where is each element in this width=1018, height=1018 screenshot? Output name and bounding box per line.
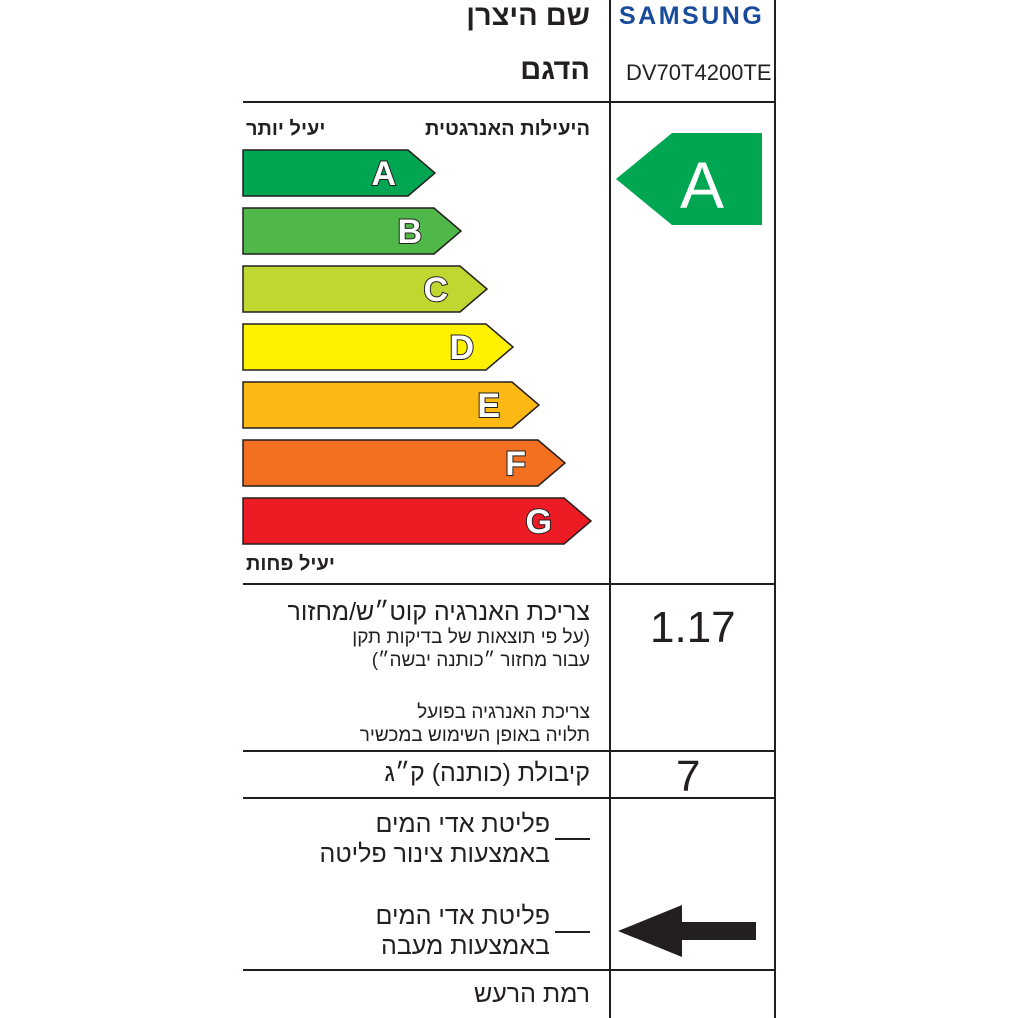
water-option1-line1: פליטת אדי המים xyxy=(375,810,550,838)
water-option2-line1: פליטת אדי המים xyxy=(375,902,550,930)
energy-rating-indicator xyxy=(612,120,772,240)
rating-letter: A xyxy=(679,148,725,222)
noise-label: רמת הרעש xyxy=(473,980,590,1008)
model-value: DV70T4200TE xyxy=(626,60,772,85)
capacity-label: קיבולת (כותנה) ק״ג xyxy=(384,759,590,787)
energy-class-g-letter: G xyxy=(525,503,552,541)
consumption-note-line1: (על פי תוצאות של בדיקות תקן xyxy=(352,627,590,648)
consumption-note-line2: עבור מחזור ״כותנה יבשה״) xyxy=(371,650,590,671)
consumption-value: 1.17 xyxy=(650,603,736,652)
manufacturer-label: שם היצרן xyxy=(466,0,590,32)
actual-consumption-line1: צריכת האנרגיה בפועל xyxy=(417,702,590,723)
water-option2-checkbox-line xyxy=(555,931,590,933)
energy-class-f-letter: F xyxy=(505,445,526,483)
energy-class-e-arrow xyxy=(243,382,539,428)
energy-class-d-arrow xyxy=(243,324,513,370)
energy-scale xyxy=(0,0,620,585)
energy-class-b-arrow xyxy=(243,208,461,254)
energy-efficiency-title: היעילות האנרגטית xyxy=(425,118,590,140)
model-label: הדגם xyxy=(520,54,590,86)
energy-class-d-letter: D xyxy=(449,329,474,367)
water-option2-line2: באמצעות מעבה xyxy=(381,932,550,960)
energy-class-c-arrow xyxy=(243,266,487,312)
consumption-label: צריכת האנרגיה קוט״ש/מחזור xyxy=(287,598,590,626)
actual-consumption-line2: תלויה באופן השימוש במכשיר xyxy=(359,725,590,746)
energy-class-c-letter: C xyxy=(423,271,448,309)
energy-class-f-arrow xyxy=(243,440,565,486)
water-option1-checkbox-line xyxy=(555,838,590,840)
less-efficient-label: יעיל פחות xyxy=(246,553,335,575)
energy-class-g-arrow xyxy=(243,498,591,544)
vertical-divider-right xyxy=(774,0,776,1018)
energy-class-e-letter: E xyxy=(477,387,500,425)
capacity-value: 7 xyxy=(676,752,701,801)
energy-class-a-letter: A xyxy=(371,155,396,193)
water-option-selected-arrow-icon xyxy=(612,900,762,962)
row-divider-water xyxy=(243,969,776,971)
energy-class-b-letter: B xyxy=(397,213,422,251)
energy-class-a-arrow xyxy=(243,150,435,196)
manufacturer-logo: SAMSUNG xyxy=(619,2,765,30)
water-option1-line2: באמצעות צינור פליטה xyxy=(319,840,550,868)
more-efficient-label: יעיל יותר xyxy=(246,118,326,140)
